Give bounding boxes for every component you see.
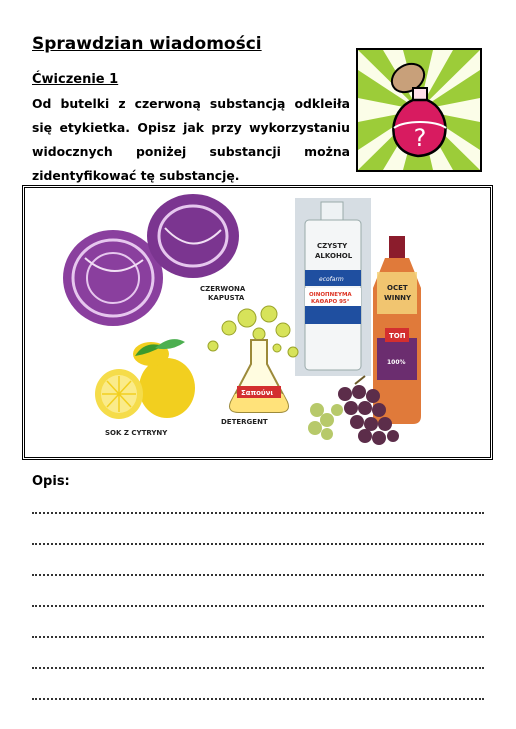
exercise-title: Ćwiczenie 1 <box>32 72 119 87</box>
alcohol-band-text: OINOΠNEYMA <box>309 292 352 298</box>
answer-lines <box>32 500 484 717</box>
question-flask-picture <box>356 48 482 172</box>
vinegar-bottle-icon <box>373 236 421 424</box>
vinegar-brand: TOП <box>389 332 406 340</box>
answer-line[interactable] <box>32 531 484 545</box>
alcohol-bottle-icon <box>295 198 371 376</box>
question-mark: ? <box>413 124 427 152</box>
answer-line[interactable] <box>32 655 484 669</box>
vinegar-label-2: WINNY <box>384 294 412 302</box>
vinegar-label-1: OCET <box>387 284 408 292</box>
question-flask-icon <box>358 50 480 170</box>
description-label: Opis: <box>32 474 70 489</box>
answer-line[interactable] <box>32 562 484 576</box>
page-title: Sprawdzian wiadomości <box>32 34 262 54</box>
exercise-text <box>32 92 350 188</box>
detergent-label: DETERGENT <box>221 418 268 426</box>
substances-image <box>22 185 493 460</box>
red-cabbage-icon <box>63 194 239 326</box>
cabbage-label-2: KAPUSTA <box>208 294 245 302</box>
detergent-bottle-text: Σαπούνι <box>241 389 274 397</box>
answer-line[interactable] <box>32 686 484 700</box>
alcohol-band-text-2: ΚΑΘΑΡΟ 95° <box>311 299 350 305</box>
lemon-icon <box>95 339 195 419</box>
exercise-instruction: Od butelki z czerwoną substancją odkleiła się etykietka. Opisz jak przy wykorzystaniu widocznych poniżej substancji można zidentyfikować tę substancję. <box>32 96 350 183</box>
cabbage-label-1: CZERWONA <box>200 285 246 293</box>
alcohol-brand: ecofarm <box>319 276 344 283</box>
lemon-label: SOK Z CYTRYNY <box>105 429 168 437</box>
alcohol-label-1: CZYSTY <box>317 242 348 250</box>
answer-line[interactable] <box>32 593 484 607</box>
alcohol-label-2: ALKOHOL <box>315 252 353 260</box>
vinegar-sublabel: 100% <box>387 359 406 366</box>
answer-line[interactable] <box>32 624 484 638</box>
answer-line[interactable] <box>32 500 484 514</box>
